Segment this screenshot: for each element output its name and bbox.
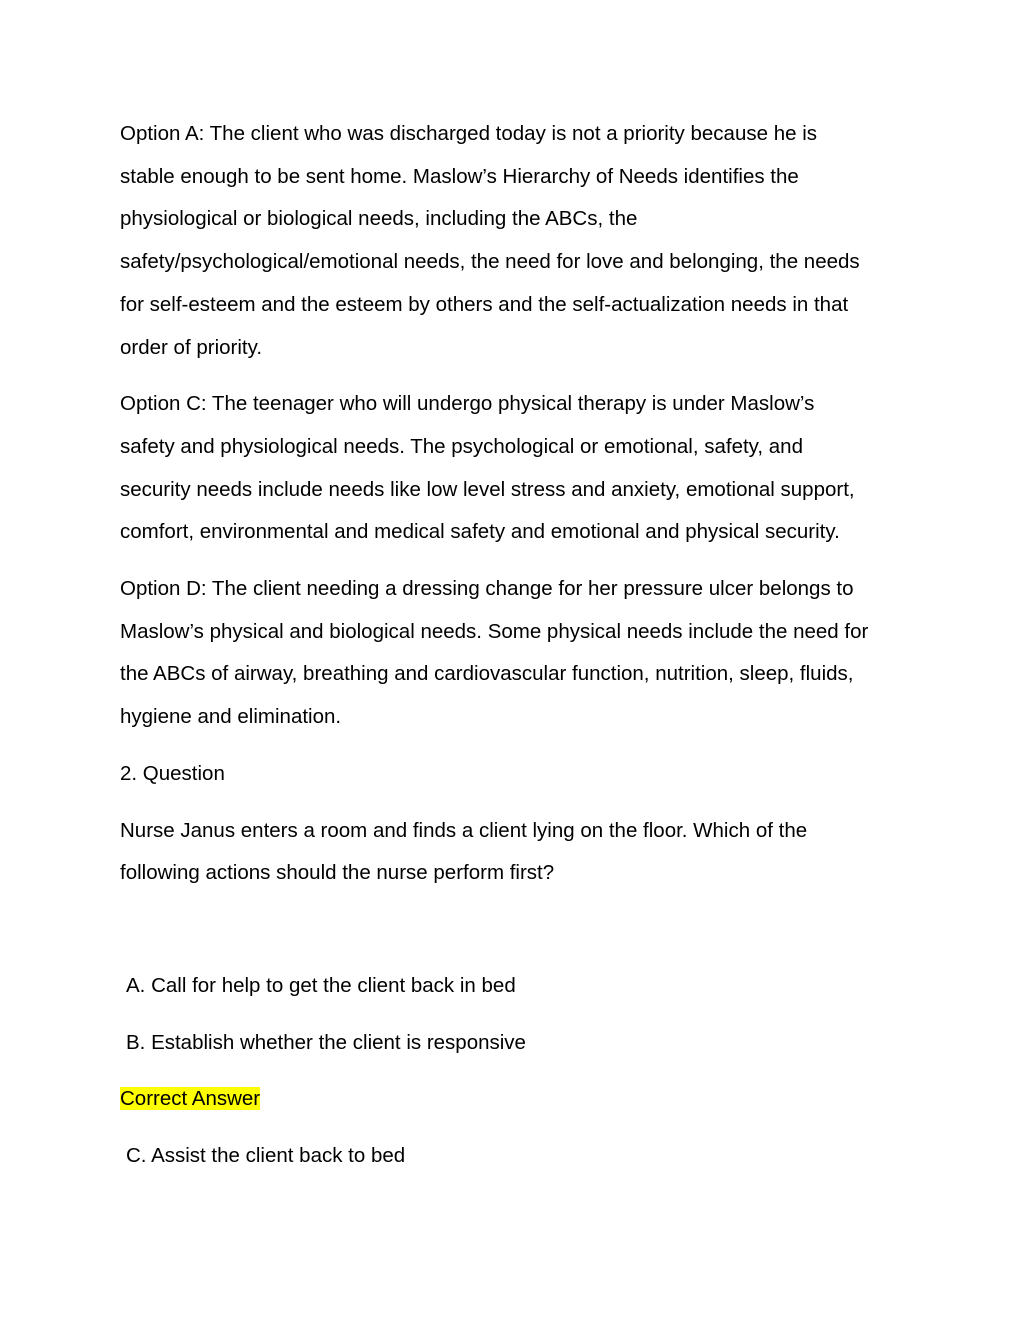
answer-option-b: B. Establish whether the client is responsive	[126, 1030, 526, 1054]
answer-option-c: C. Assist the client back to bed	[126, 1144, 406, 1168]
correct-answer-marker	[120, 1078, 910, 1121]
question-text: Nurse Janus enters a room and finds a client lying on the floor. Which of the following actions should the nurse perform first?	[120, 818, 808, 885]
question-heading: 2. Question	[120, 761, 225, 785]
document-content	[120, 113, 910, 1192]
explanation-option-d: Option D: The client needing a dressing change for her pressure ulcer belongs to Maslow’s physical and biological needs. Some physical needs include the need for the ABCs of airway, breathing and cardiovascular function, nutrition, sleep, fluids, hygiene and elimination.	[120, 577, 869, 729]
explanation-option-a: Option A: The client who was discharged today is not a priority because he is stable enough to be sent home. Maslow’s Hierarchy of Needs identifies the physiological or biological needs, including the ABCs, the safety/psychological/emotional needs, the need for love and belonging, the needs for self-esteem and the esteem by others and the self-actualization needs in that order of priority.	[120, 122, 860, 359]
correct-answer-highlight: Correct Answer	[120, 1087, 261, 1111]
explanation-option-c: Option C: The teenager who will undergo physical therapy is under Maslow’s safety and physiological needs. The psychological or emotional, safety, and security needs include needs like low level stress and anxiety, emotional support, comfort, environmental and medical safety and emotional and physical security.	[120, 392, 855, 544]
blank-space	[120, 909, 910, 965]
answer-option-a: A. Call for help to get the client back in bed	[126, 973, 516, 997]
